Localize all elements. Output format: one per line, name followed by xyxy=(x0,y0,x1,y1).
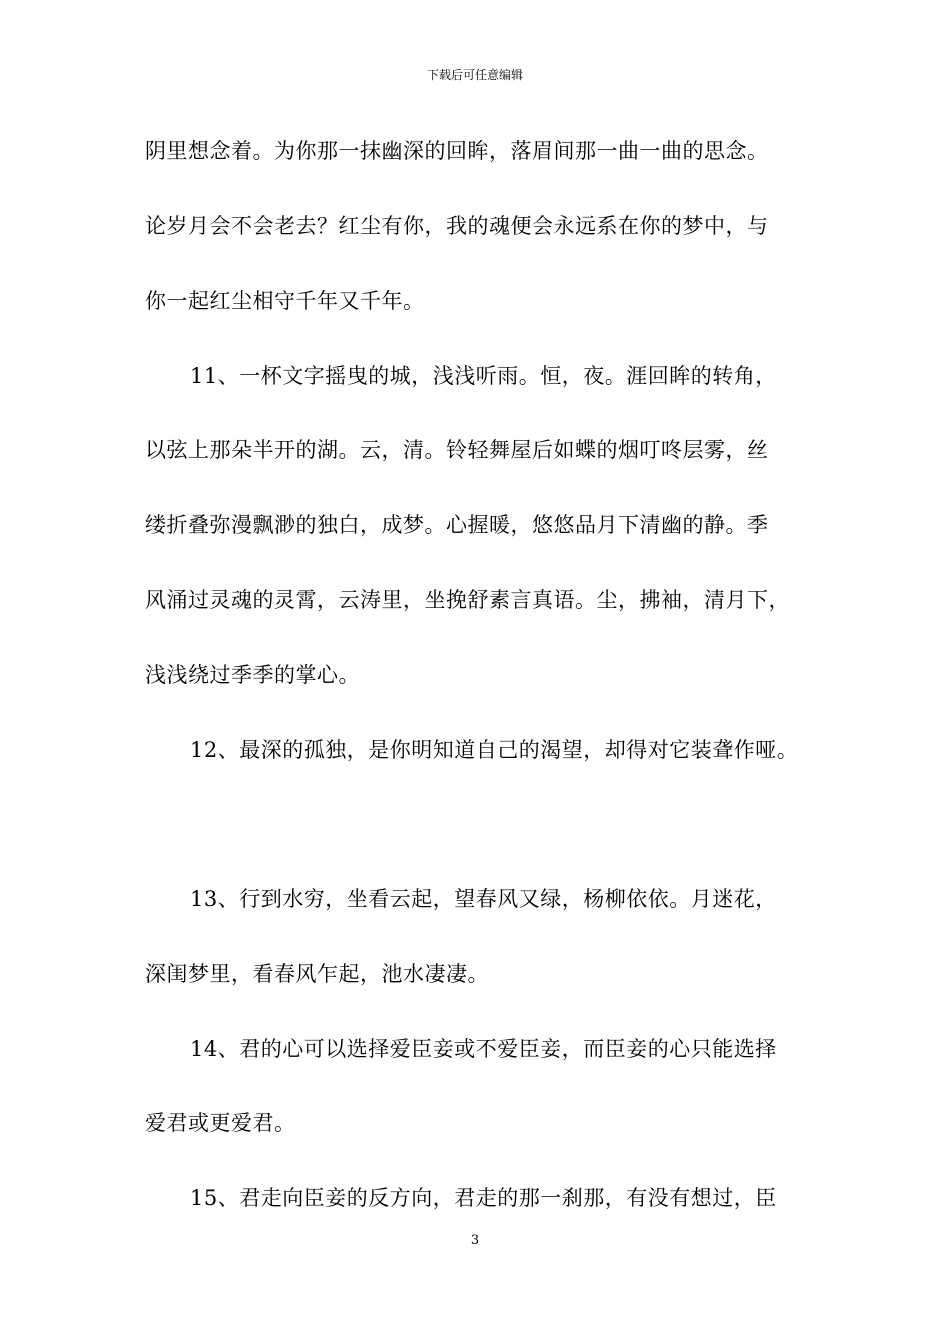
text-line-2: 论岁月会不会老去？红尘有你，我的魂便会永远系在你的梦中，与 xyxy=(145,214,769,238)
page-number: 3 xyxy=(470,1233,480,1248)
paragraph-12-line-1: 12、最深的孤独，是你明知道自己的渴望，却得对它装聋作哑。 xyxy=(190,738,799,762)
text-line-3: 你一起红尘相守千年又千年。 xyxy=(145,289,425,313)
paragraph-14-line-2: 爱君或更爱君。 xyxy=(145,1111,296,1135)
paragraph-14-line-1: 14、君的心可以选择爱臣妾或不爱臣妾，而臣妾的心只能选择 xyxy=(190,1037,777,1061)
paragraph-11-line-4: 风涌过灵魂的灵霄，云涛里，坐挽舒素言真语。尘，拂袖，清月下， xyxy=(145,588,790,612)
paragraph-13-line-2: 深闺梦里，看春风乍起，池水凄凄。 xyxy=(145,962,489,986)
paragraph-13-line-1: 13、行到水穷，坐看云起，望春风又绿，杨柳依依。月迷花， xyxy=(190,887,777,911)
paragraph-11-line-1: 11、一杯文字摇曳的城，浅浅听雨。恒，夜。涯回眸的转角， xyxy=(190,364,777,388)
paragraph-15-line-1: 15、君走向臣妾的反方向，君走的那一刹那，有没有想过，臣 xyxy=(190,1186,777,1210)
paragraph-11-line-5: 浅浅绕过季季的掌心。 xyxy=(145,663,360,687)
text-line-1: 阴里想念着。为你那一抹幽深的回眸，落眉间那一曲一曲的思念。 xyxy=(145,139,769,163)
page-header: 下载后可任意编辑 xyxy=(426,68,523,82)
paragraph-11-line-3: 缕折叠弥漫飘渺的独白，成梦。心握暖，悠悠品月下清幽的静。季 xyxy=(145,513,769,537)
paragraph-11-line-2: 以弦上那朵半开的湖。云，清。铃轻舞屋后如蝶的烟叮咚层雾，丝 xyxy=(145,438,769,462)
